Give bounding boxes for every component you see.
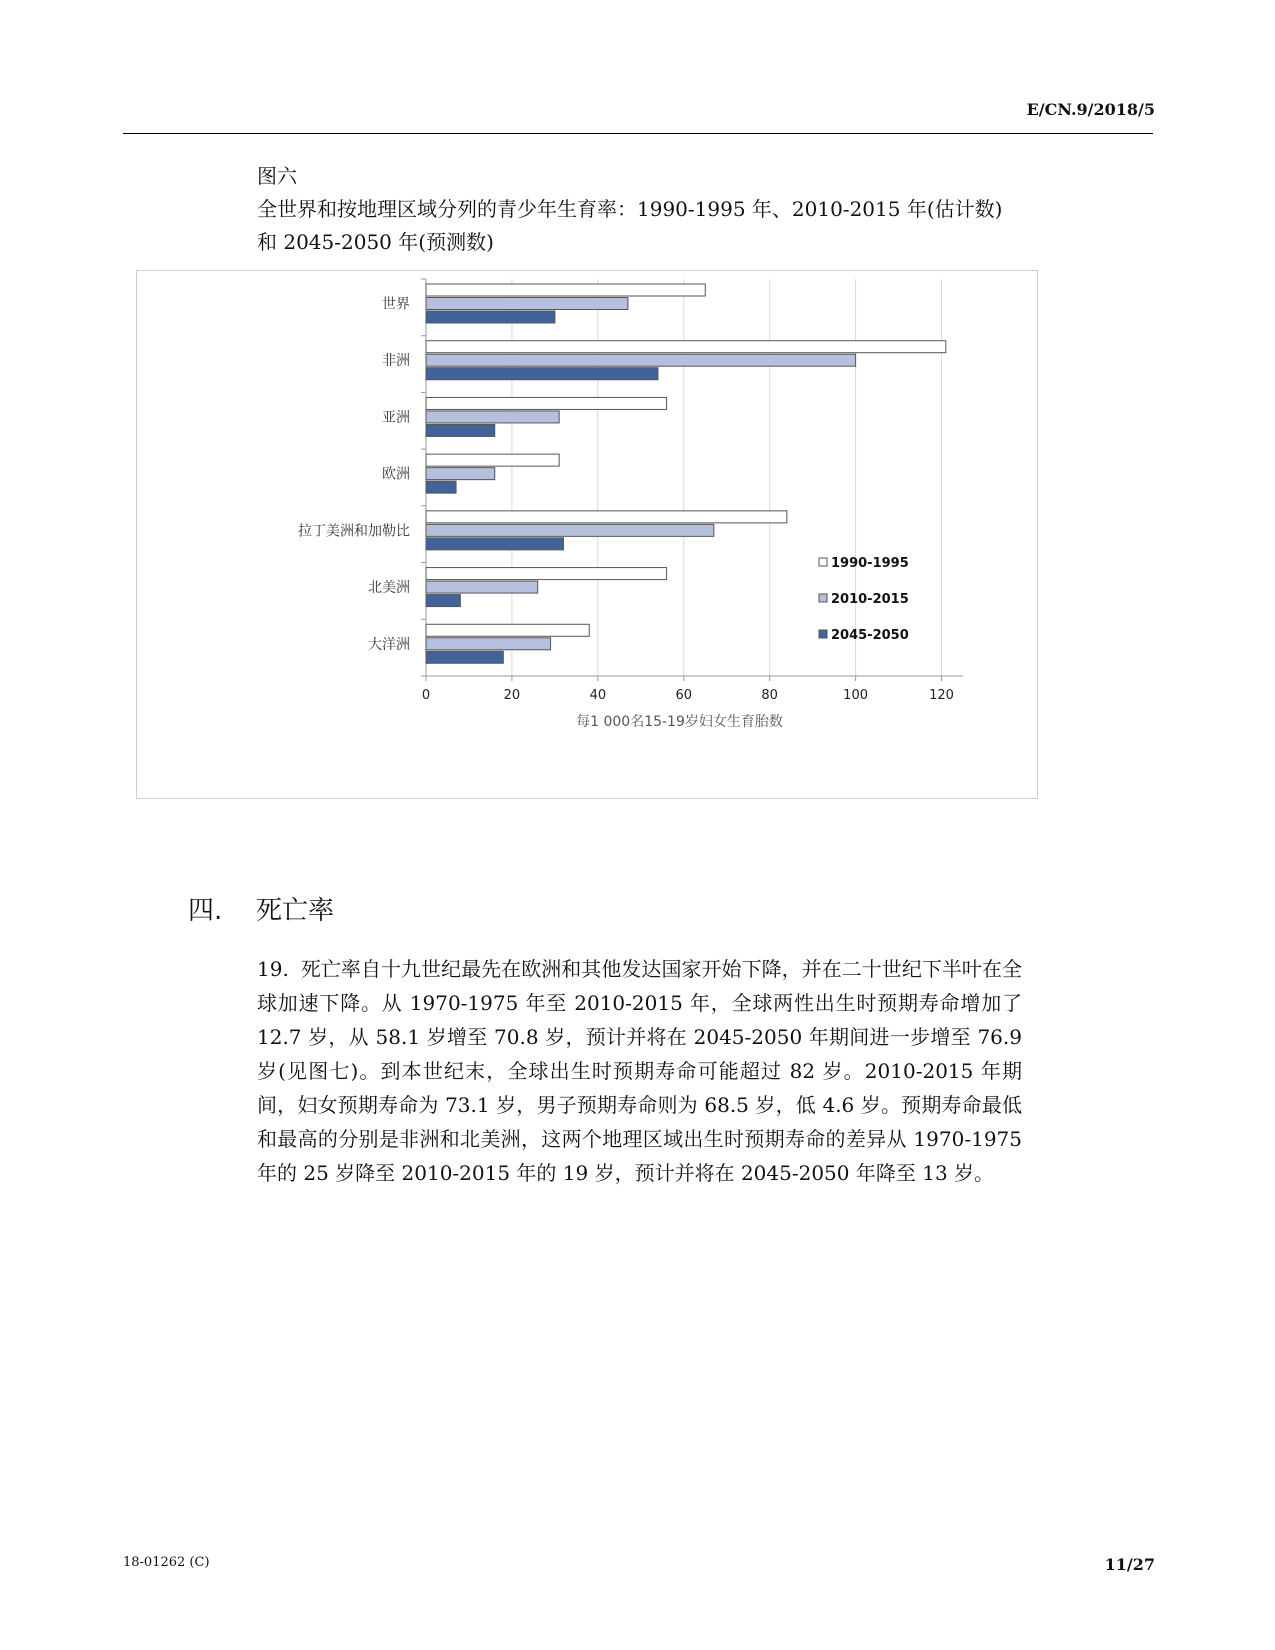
chart-container [136,270,1038,799]
bar [426,524,714,536]
paragraph-19 [257,952,1022,1190]
bar [426,595,460,607]
bar [426,298,628,310]
legend-swatch [819,630,827,638]
x-tick-label: 40 [589,688,607,703]
category-label: 北美洲 [368,580,410,597]
section-heading [188,890,334,927]
figure-title: 全世界和按地理区域分列的青少年生育率：1990-1995 年、2010-2015 年(估计数)和 2045-2050 年(预测数) [257,197,1003,254]
bar [426,341,946,353]
bar [426,397,667,409]
footer-page-number: 11/27 [1104,1555,1155,1574]
bar [426,354,856,366]
bar [426,511,787,523]
bar [426,624,589,636]
paragraph-text: 死亡率自十九世纪最先在欧洲和其他发达国家开始下降，并在二十世纪下半叶在全球加速下降。从 1970-1975 年至 2010-2015 年，全球两性出生时预期寿命增加了 12.7 岁，从 58.1 岁增至 70.8 岁，预计并将在 2045-2050 年期间进一步增至 76.9 岁(见图七)。到本世纪末，全球出生时预期寿命可能超过 82 岁。2010-2015 年期间，妇女预期寿命为 73.1 岁，男子预期寿命则为 68.5 岁，低 4.6 岁。预期寿命最低和最高的分别是非洲和北美洲，这两个地理区域出生时预期寿命的差异从 1970-1975 年的 25 岁降至 2010-2015 年的 19 岁，预计并将在 2045-2050 年降至 13 岁。 [257,957,1022,1185]
bar [426,481,456,493]
bar [426,651,503,663]
category-label: 大洋洲 [368,636,410,653]
legend-label: 2045-2050 [831,628,909,643]
category-label: 拉丁美洲和加勒比 [298,523,410,540]
x-tick-label: 0 [421,688,431,703]
x-tick-label: 80 [761,688,778,703]
category-label: 非洲 [382,353,410,370]
x-tick-label: 120 [929,688,954,703]
legend-label: 1990-1995 [831,556,909,571]
document-code: E/CN.9/2018/5 [1026,100,1155,119]
header-rule [123,133,1153,134]
legend-swatch [819,558,827,566]
bar [426,581,538,593]
bar-chart [137,271,1037,798]
bar [426,311,555,323]
legend-swatch [819,594,827,602]
bar [426,424,495,436]
category-label: 世界 [382,296,410,313]
x-tick-label: 20 [503,688,521,703]
bar [426,454,559,466]
category-label: 亚洲 [382,409,410,426]
section-number: 四. [188,896,223,926]
x-tick-label: 60 [675,688,693,703]
category-label: 欧洲 [382,466,410,483]
bar [426,538,563,550]
bar [426,638,551,650]
x-tick-label: 100 [843,688,869,703]
legend-label: 2010-2015 [831,592,909,607]
footer-doc-number: 18-01262 (C) [123,1555,210,1570]
bar [426,284,705,296]
bar [426,368,658,380]
bar [426,411,559,423]
section-title: 死亡率 [256,896,335,926]
paragraph-number: 19. [257,957,289,981]
x-axis-title: 每1 000名15-19岁妇女生育胎数 [576,714,783,730]
bar [426,568,667,580]
figure-label: 图六 [257,164,297,188]
bar [426,468,495,480]
